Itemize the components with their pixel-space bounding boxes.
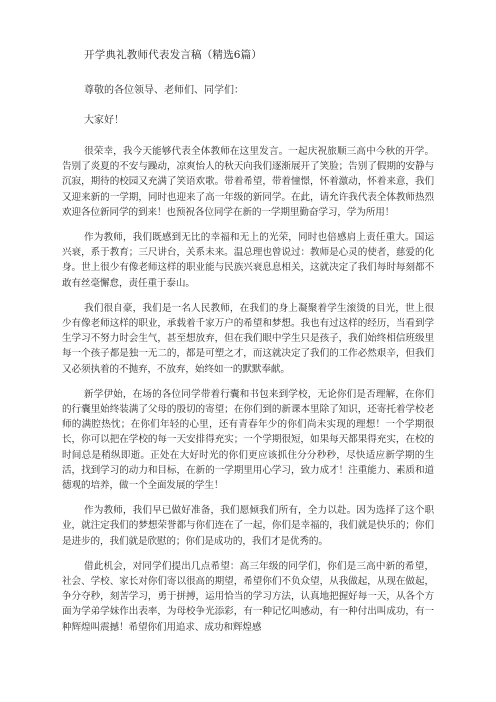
paragraph-5: 作为教师，我们早已做好准备，我们愿倾我们所有，全力以赴。因为选择了这个职业，就注定我们的梦想荣誉都与你们连在了一起，你们是幸福的，我们就是快乐的；你们是进步的，我们就是欣慰的；你们是成功的，我们才是优秀的。	[62, 505, 434, 547]
salutation: 尊敬的各位领导、老师们、同学们：	[84, 85, 244, 96]
paragraph-2: 作为教师，我们既感到无比的幸福和无上的光荣，同时也倍感肩上责任重大。国运兴衰，系于教育；三尺讲台，关系未来。温总理也曾说过：教师是心灵的使者，慈爱的化身。世上很少有像老师这样的职业能与民族兴衰息息相关，这就决定了我们每时每刻都不敢有丝毫懈怠，责任重于泰山。	[62, 232, 434, 289]
document-title: 开学典礼教师代表发言稿（精选6篇）	[84, 49, 263, 61]
paragraph-6: 借此机会，对同学们提出几点希望：高三年级的同学们，你们是三高中新的希望，社会、学校、家长对你们寄以很高的期望，希望你们不负众望，从我做起，从现在做起，争分夺秒，刻苦学习，勇于拼搏，运用恰当的学习方法，认真地把握好每一天，从各个方面为学弟学妹作出表率，为母校争光添彩，有一种记忆叫感动，有一种付出叫成功，有一种辉煌叫震撼！希望你们用追求、成功和辉煌感	[62, 560, 434, 633]
paragraph-1: 很荣幸，我今天能够代表全体教师在这里发言。一起庆祝旅顺三高中今秋的开学。告别了炎夏的不安与躁动，凉爽怡人的秋天向我们逐渐展开了笑脸；告别了假期的安静与沉寂，期待的校园又充满了笑语欢歌。带着希望，带着憧憬，怀着激动，怀着来意，我们又迎来新的一学期，同时也迎来了高一年级的新同学。在此，请允许我代表全体教师热烈欢迎各位新同学的到来！也预祝各位同学在新的一学期里勤奋学习，学为所用！	[62, 146, 434, 218]
paragraph-4: 新学伊始，在场的各位同学带着行囊和书包来到学校，无论你们是否理解，在你们的行囊里始终装满了父母的殷切的寄望；在你们到的新课本里除了知识，还寄托着学校老师的满腔热忱；在你们年轻的心里，还有青春年少的你们尚未实现的理想！一个学期很长，你可以把在学校的每一天安排得充实；一个学期很短，如果每天都果得充实，在校的时间总是稍纵即逝。正处在大好时光的你们更应该抓住分分秒秒，尽快适应新学期的生活，找到学习的动力和目标，在新的一学期里用心学习，致力成才！注重能力、素质和道德观的培养，做一个全面发展的学生！	[62, 388, 434, 492]
opening-greeting: 大家好！	[84, 115, 124, 126]
paragraph-3: 我们很自豪，我们是一名人民教师，在我们的身上凝聚着学生滚烫的目光，世上很少有像老师这样的职业，承载着千家万户的希望和梦想。我也有过这样的经历，当看到学生学习不努力时会生气，甚至想放弃，但在我们眼中学生只是孩子，我们始终相信班级里每一个孩子都是独一无二的，都是可塑之才，而这就决定了我们的工作必然艰辛，但我们又必须执着的不抛弃，不放弃，始终如一的默默奉献。	[62, 302, 434, 375]
